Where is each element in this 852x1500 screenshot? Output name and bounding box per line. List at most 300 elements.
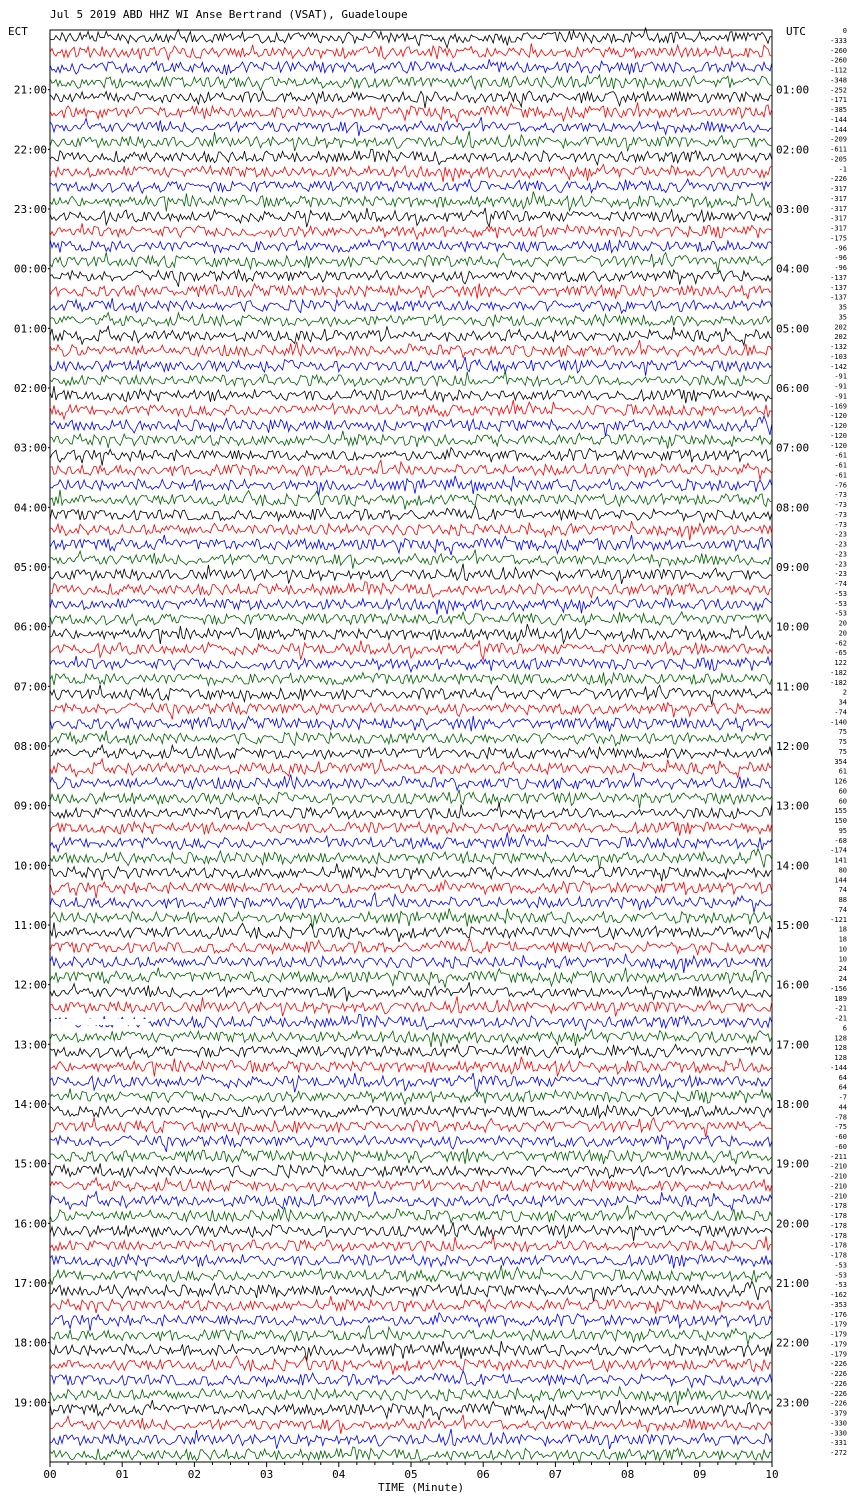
seismic-trace-76 xyxy=(50,1163,772,1178)
trace-offset-label: 75 xyxy=(838,728,847,737)
right-hour-label: 10:00 xyxy=(776,620,810,634)
trace-offset-label: 155 xyxy=(834,807,847,816)
seismic-trace-21 xyxy=(50,340,772,358)
trace-offset-label: -210 xyxy=(830,1192,847,1201)
trace-offset-label: -68 xyxy=(834,836,847,845)
trace-offset-label: -120 xyxy=(830,431,847,440)
trace-offset-label: -53 xyxy=(834,1281,847,1290)
trace-offset-label: -103 xyxy=(830,352,847,361)
left-hour-label: 09:00 xyxy=(13,799,47,813)
trace-gap xyxy=(51,1019,149,1025)
trace-offset-label: -112 xyxy=(830,66,847,75)
trace-offset-label: -137 xyxy=(830,283,847,292)
x-tick-label: 05 xyxy=(404,1468,418,1481)
trace-offset-label: 95 xyxy=(838,826,847,835)
trace-offset-label: -60 xyxy=(834,1133,847,1142)
right-hour-labels xyxy=(776,84,809,1410)
trace-offset-label: -137 xyxy=(830,293,847,302)
trace-offset-label: -179 xyxy=(830,1350,847,1359)
trace-offset-label: -96 xyxy=(834,254,847,263)
right-hour-label: 06:00 xyxy=(776,382,810,395)
trace-offset-label: -178 xyxy=(830,1241,847,1250)
trace-offset-label: -53 xyxy=(834,1261,847,1270)
trace-offset-label: -179 xyxy=(830,1340,847,1349)
trace-offset-label: 144 xyxy=(834,876,847,885)
x-axis-label: TIME (Minute) xyxy=(378,1481,465,1494)
trace-offset-label: 61 xyxy=(838,767,847,776)
trace-offset-label: -137 xyxy=(830,273,847,282)
seismic-trace-8 xyxy=(50,149,772,165)
trace-offset-label: 141 xyxy=(834,856,847,865)
trace-offset-label: -144 xyxy=(830,115,847,124)
trace-offset-label: -21 xyxy=(834,1004,847,1013)
x-tick-label: 02 xyxy=(187,1468,202,1481)
seismic-trace-10 xyxy=(50,179,772,193)
seismic-trace-57 xyxy=(50,880,772,898)
trace-offset-label: -91 xyxy=(834,382,847,391)
x-tick-label: 10 xyxy=(765,1468,779,1481)
right-hour-label: 08:00 xyxy=(776,501,810,515)
seismic-trace-24 xyxy=(50,386,772,403)
trace-offset-label: -76 xyxy=(834,481,847,490)
trace-offset-label: -611 xyxy=(830,145,847,154)
seismic-trace-84 xyxy=(50,1281,772,1301)
seismic-trace-94 xyxy=(50,1429,772,1449)
trace-offset-label: -252 xyxy=(830,86,847,95)
seismic-trace-33 xyxy=(50,521,772,540)
trace-offset-label: -23 xyxy=(834,550,847,559)
seismic-trace-15 xyxy=(50,252,772,272)
trace-offset-label: -317 xyxy=(830,214,847,223)
trace-offset-label: -120 xyxy=(830,441,847,450)
seismic-trace-28 xyxy=(50,448,772,466)
trace-offset-label: 88 xyxy=(838,896,847,905)
trace-offset-label: 128 xyxy=(834,1034,847,1043)
seismic-trace-48 xyxy=(50,745,772,759)
x-tick-label: 08 xyxy=(620,1468,635,1481)
seismic-trace-82 xyxy=(50,1254,772,1268)
trace-offset-label: -75 xyxy=(834,1123,847,1132)
trace-offset-label: -162 xyxy=(830,1291,847,1300)
trace-offset-label: -91 xyxy=(834,372,847,381)
trace-offset-label: 75 xyxy=(838,747,847,756)
seismic-trace-83 xyxy=(50,1265,772,1284)
trace-offset-label: -61 xyxy=(834,461,847,470)
trace-offset-label: 24 xyxy=(838,965,847,974)
seismic-trace-56 xyxy=(50,864,772,882)
seismic-trace-29 xyxy=(50,460,772,480)
left-hour-label: 00:00 xyxy=(13,262,47,276)
trace-offset-label: -205 xyxy=(830,155,847,164)
trace-offset-label: -121 xyxy=(830,915,847,924)
trace-offset-label: -331 xyxy=(830,1439,847,1448)
seismic-trace-53 xyxy=(50,822,772,836)
seismic-trace-12 xyxy=(50,208,772,227)
trace-offset-label: -73 xyxy=(834,510,847,519)
seismic-trace-40 xyxy=(50,624,772,644)
trace-offset-label: -209 xyxy=(830,135,847,144)
seismic-trace-32 xyxy=(50,506,772,522)
seismic-trace-46 xyxy=(50,716,772,732)
right-hour-label: 05:00 xyxy=(776,322,810,336)
trace-offset-label: -53 xyxy=(834,1271,847,1280)
seismic-trace-86 xyxy=(50,1313,772,1331)
right-hour-label: 03:00 xyxy=(776,203,810,216)
left-hour-label: 19:00 xyxy=(13,1396,47,1410)
seismic-trace-18 xyxy=(50,298,772,313)
trace-offset-label: 80 xyxy=(838,866,847,875)
trace-offset-label: 74 xyxy=(838,906,847,914)
trace-offset-label: -23 xyxy=(834,530,847,539)
seismic-trace-23 xyxy=(50,370,772,386)
seismic-trace-30 xyxy=(50,476,772,496)
trace-offset-label: 354 xyxy=(834,757,847,766)
seismic-trace-55 xyxy=(50,849,772,869)
trace-offset-label: -175 xyxy=(830,234,847,243)
seismic-trace-74 xyxy=(50,1135,772,1152)
trace-offset-label: -226 xyxy=(830,1360,847,1369)
seismic-trace-38 xyxy=(50,597,772,615)
plot-title: Jul 5 2019 ABD HHZ WI Anse Bertrand (VSAT), Guadeloupe xyxy=(50,8,408,21)
seismic-trace-66 xyxy=(50,1014,772,1030)
trace-offset-label: -53 xyxy=(834,589,847,598)
seismic-trace-85 xyxy=(50,1296,772,1314)
trace-offset-label: 150 xyxy=(834,817,847,826)
seismic-trace-65 xyxy=(50,996,772,1016)
seismic-trace-52 xyxy=(50,803,772,819)
trace-offset-label: 20 xyxy=(838,619,847,628)
trace-offset-label: -62 xyxy=(834,639,847,648)
trace-offset-label: -144 xyxy=(830,125,847,134)
trace-offset-label: -21 xyxy=(834,1014,847,1023)
trace-offset-label: -73 xyxy=(834,520,847,529)
left-hour-label: 11:00 xyxy=(13,919,47,932)
trace-offset-label: 128 xyxy=(834,1044,847,1053)
seismic-trace-44 xyxy=(50,685,772,705)
trace-group xyxy=(50,28,772,1463)
trace-offset-labels xyxy=(830,27,847,1457)
seismic-trace-54 xyxy=(50,832,772,851)
left-hour-label: 22:00 xyxy=(13,143,47,157)
seismic-trace-1 xyxy=(50,43,772,59)
trace-offset-label: -178 xyxy=(830,1212,847,1221)
seismic-trace-36 xyxy=(50,564,772,584)
x-tick-label: 06 xyxy=(476,1468,490,1481)
trace-offset-label: -226 xyxy=(830,1389,847,1398)
trace-offset-label: -178 xyxy=(830,1222,847,1230)
trace-offset-label: -226 xyxy=(830,175,847,184)
left-hour-label: 08:00 xyxy=(13,740,47,753)
seismic-trace-62 xyxy=(50,954,772,973)
trace-offset-label: -132 xyxy=(830,343,847,351)
right-hour-label: 20:00 xyxy=(776,1217,810,1231)
seismic-trace-25 xyxy=(50,400,772,419)
trace-offset-label: 202 xyxy=(834,323,847,332)
seismic-trace-71 xyxy=(50,1089,772,1105)
trace-offset-label: -272 xyxy=(830,1449,847,1458)
trace-offset-label: -176 xyxy=(830,1310,847,1319)
seismic-trace-64 xyxy=(50,982,772,1001)
right-hour-label: 23:00 xyxy=(776,1396,810,1410)
seismic-trace-27 xyxy=(50,431,772,449)
trace-offset-label: -23 xyxy=(834,560,847,569)
trace-offset-label: 64 xyxy=(838,1083,847,1092)
trace-offset-label: -260 xyxy=(830,56,847,65)
seismic-trace-72 xyxy=(50,1105,772,1118)
trace-offset-label: -7 xyxy=(838,1093,847,1102)
right-hour-label: 18:00 xyxy=(776,1098,810,1111)
x-tick-label: 00 xyxy=(43,1468,57,1481)
left-hour-label: 03:00 xyxy=(13,441,47,455)
seismic-trace-89 xyxy=(50,1356,772,1375)
seismic-trace-45 xyxy=(50,703,772,720)
trace-offset-label: -210 xyxy=(830,1162,847,1171)
seismic-trace-11 xyxy=(50,192,772,212)
right-hour-label: 04:00 xyxy=(776,262,810,276)
seismic-trace-51 xyxy=(50,790,772,809)
trace-offset-label: 35 xyxy=(838,313,847,322)
seismic-trace-37 xyxy=(50,582,772,598)
trace-offset-label: 18 xyxy=(838,935,847,944)
left-hour-label: 16:00 xyxy=(13,1217,47,1231)
trace-offset-label: -61 xyxy=(834,471,847,480)
trace-offset-label: -169 xyxy=(830,402,847,411)
trace-offset-label: -53 xyxy=(834,599,847,608)
trace-offset-label: 35 xyxy=(838,303,847,312)
left-hour-label: 17:00 xyxy=(13,1277,47,1290)
seismic-trace-88 xyxy=(50,1340,772,1361)
left-hour-label: 06:00 xyxy=(13,620,47,634)
seismic-trace-68 xyxy=(50,1044,772,1058)
trace-offset-label: -1 xyxy=(838,165,847,174)
seismic-trace-67 xyxy=(50,1030,772,1048)
seismic-trace-5 xyxy=(50,103,772,123)
trace-offset-label: -379 xyxy=(830,1409,847,1418)
left-hour-label: 02:00 xyxy=(13,382,47,395)
trace-offset-label: -317 xyxy=(830,204,847,213)
seismic-trace-59 xyxy=(50,909,772,929)
trace-offset-label: -78 xyxy=(834,1113,847,1122)
trace-offset-label: -74 xyxy=(834,708,847,717)
right-hour-label: 17:00 xyxy=(776,1038,810,1052)
seismic-trace-9 xyxy=(50,164,772,182)
left-hour-label: 13:00 xyxy=(13,1038,47,1052)
x-axis-ticks xyxy=(43,1462,778,1481)
trace-offset-label: -23 xyxy=(834,540,847,549)
left-hour-label: 12:00 xyxy=(13,978,47,992)
trace-offset-label: -333 xyxy=(830,36,847,45)
left-hour-label: 14:00 xyxy=(13,1098,47,1111)
trace-offset-label: -179 xyxy=(830,1320,847,1329)
seismic-trace-73 xyxy=(50,1117,772,1137)
trace-offset-label: 10 xyxy=(838,945,847,954)
seismic-trace-14 xyxy=(50,239,772,253)
trace-offset-label: -260 xyxy=(830,46,847,55)
x-tick-label: 07 xyxy=(548,1468,563,1481)
trace-offset-label: 24 xyxy=(838,975,847,984)
trace-offset-label: 34 xyxy=(838,698,847,707)
seismic-trace-69 xyxy=(50,1057,772,1077)
left-timezone-label: ECT xyxy=(8,25,28,38)
trace-offset-label: 18 xyxy=(838,925,847,934)
right-hour-label: 16:00 xyxy=(776,978,810,992)
trace-offset-label: 0 xyxy=(842,27,847,35)
trace-offset-label: -210 xyxy=(830,1182,847,1191)
trace-offset-label: -226 xyxy=(830,1399,847,1408)
seismic-trace-16 xyxy=(50,270,772,287)
right-hour-label: 09:00 xyxy=(776,561,810,574)
left-hour-label: 04:00 xyxy=(13,501,47,515)
trace-offset-label: -53 xyxy=(834,609,847,618)
trace-offset-label: 202 xyxy=(834,333,847,342)
seismic-trace-35 xyxy=(50,550,772,569)
seismic-trace-91 xyxy=(50,1386,772,1405)
seismic-trace-43 xyxy=(50,672,772,685)
left-hour-label: 10:00 xyxy=(13,859,47,873)
trace-offset-label: 64 xyxy=(838,1073,847,1082)
seismic-trace-3 xyxy=(50,75,772,91)
right-hour-label: 14:00 xyxy=(776,859,810,873)
trace-offset-label: 74 xyxy=(838,886,847,895)
trace-offset-label: -348 xyxy=(830,76,847,85)
seismic-trace-17 xyxy=(50,283,772,298)
seismic-trace-19 xyxy=(50,313,772,327)
x-tick-label: 09 xyxy=(693,1468,707,1481)
seismic-trace-26 xyxy=(50,416,772,436)
seismic-trace-93 xyxy=(50,1415,772,1434)
right-hour-label: 22:00 xyxy=(776,1336,810,1350)
seismic-trace-41 xyxy=(50,640,772,659)
right-hour-label: 13:00 xyxy=(776,799,810,813)
trace-offset-label: -182 xyxy=(830,668,847,677)
trace-offset-label: -178 xyxy=(830,1251,847,1260)
trace-offset-label: -330 xyxy=(830,1419,847,1428)
trace-offset-label: -330 xyxy=(830,1429,847,1438)
seismic-trace-61 xyxy=(50,939,772,955)
trace-offset-label: -210 xyxy=(830,1172,847,1181)
trace-offset-label: -140 xyxy=(830,718,847,727)
seismic-trace-87 xyxy=(50,1326,772,1345)
trace-offset-label: -317 xyxy=(830,194,847,203)
trace-offset-label: -91 xyxy=(834,392,847,401)
trace-offset-label: -178 xyxy=(830,1231,847,1240)
left-hour-label: 23:00 xyxy=(13,203,47,216)
trace-offset-label: -317 xyxy=(830,185,847,193)
seismic-trace-47 xyxy=(50,731,772,746)
trace-offset-label: 189 xyxy=(834,994,847,1003)
trace-offset-label: -23 xyxy=(834,570,847,579)
trace-offset-label: -226 xyxy=(830,1380,847,1388)
trace-offset-label: 2 xyxy=(842,688,847,697)
seismic-trace-0 xyxy=(50,28,772,48)
trace-offset-label: 20 xyxy=(838,629,847,638)
seismic-trace-60 xyxy=(50,922,772,942)
seismic-trace-80 xyxy=(50,1222,772,1241)
trace-offset-label: -171 xyxy=(830,96,847,105)
left-hour-labels xyxy=(14,84,50,1410)
seismic-trace-13 xyxy=(50,223,772,239)
trace-offset-label: -182 xyxy=(830,678,847,687)
trace-offset-label: -96 xyxy=(834,264,847,272)
trace-offset-label: -61 xyxy=(834,451,847,460)
right-hour-label: 12:00 xyxy=(776,740,810,753)
seismic-trace-63 xyxy=(50,968,772,988)
trace-offset-label: -120 xyxy=(830,422,847,430)
trace-offset-label: -226 xyxy=(830,1370,847,1379)
x-tick-label: 04 xyxy=(332,1468,346,1481)
left-hour-label: 01:00 xyxy=(13,322,47,336)
trace-offset-label: -211 xyxy=(830,1152,847,1161)
trace-offset-label: 60 xyxy=(838,787,847,796)
trace-offset-label: -156 xyxy=(830,985,847,993)
right-hour-label: 01:00 xyxy=(776,83,810,97)
seismic-trace-6 xyxy=(50,117,772,136)
trace-offset-label: 126 xyxy=(834,777,847,786)
trace-offset-label: 10 xyxy=(838,955,847,964)
right-hour-label: 15:00 xyxy=(776,919,810,932)
trace-offset-label: -74 xyxy=(834,580,847,588)
trace-offset-label: -178 xyxy=(830,1202,847,1211)
right-hour-label: 19:00 xyxy=(776,1157,810,1171)
trace-offset-label: 128 xyxy=(834,1054,847,1063)
seismic-trace-77 xyxy=(50,1178,772,1192)
trace-offset-label: -353 xyxy=(830,1301,847,1309)
trace-offset-label: 75 xyxy=(838,738,847,747)
trace-offset-label: 44 xyxy=(838,1103,847,1112)
seismic-trace-81 xyxy=(50,1235,772,1251)
seismic-trace-79 xyxy=(50,1205,772,1223)
seismic-trace-7 xyxy=(50,131,772,151)
right-hour-label: 07:00 xyxy=(776,441,810,455)
trace-offset-label: 122 xyxy=(834,659,847,668)
left-hour-label: 15:00 xyxy=(13,1157,47,1171)
left-hour-label: 18:00 xyxy=(13,1336,47,1350)
seismic-trace-95 xyxy=(50,1447,772,1463)
trace-offset-label: -385 xyxy=(830,106,847,114)
left-hour-label: 07:00 xyxy=(13,680,47,694)
left-hour-label: 05:00 xyxy=(13,561,47,574)
trace-offset-label: 6 xyxy=(842,1024,847,1033)
trace-offset-label: -96 xyxy=(834,244,847,253)
trace-offset-label: -73 xyxy=(834,491,847,500)
trace-offset-label: -144 xyxy=(830,1064,847,1072)
seismic-trace-75 xyxy=(50,1149,772,1165)
seismic-trace-22 xyxy=(50,357,772,376)
trace-offset-label: -65 xyxy=(834,649,847,658)
seismic-trace-34 xyxy=(50,535,772,555)
trace-offset-label: -142 xyxy=(830,362,847,371)
right-hour-label: 21:00 xyxy=(776,1277,810,1290)
right-timezone-label: UTC xyxy=(786,25,806,38)
left-hour-label: 21:00 xyxy=(13,83,47,97)
right-hour-label: 11:00 xyxy=(776,680,810,694)
seismic-trace-2 xyxy=(50,59,772,75)
trace-offset-label: -73 xyxy=(834,501,847,509)
seismic-trace-58 xyxy=(50,893,772,912)
seismic-trace-20 xyxy=(50,326,772,345)
trace-offset-label: 60 xyxy=(838,797,847,806)
seismic-trace-39 xyxy=(50,612,772,626)
trace-offset-label: -179 xyxy=(830,1330,847,1339)
trace-offset-label: -317 xyxy=(830,224,847,233)
seismic-trace-90 xyxy=(50,1371,772,1387)
trace-offset-label: -120 xyxy=(830,412,847,421)
seismic-trace-31 xyxy=(50,490,772,510)
trace-offset-label: -174 xyxy=(830,846,847,855)
seismic-trace-78 xyxy=(50,1191,772,1210)
seismic-trace-49 xyxy=(50,759,772,778)
x-tick-label: 03 xyxy=(259,1468,274,1481)
